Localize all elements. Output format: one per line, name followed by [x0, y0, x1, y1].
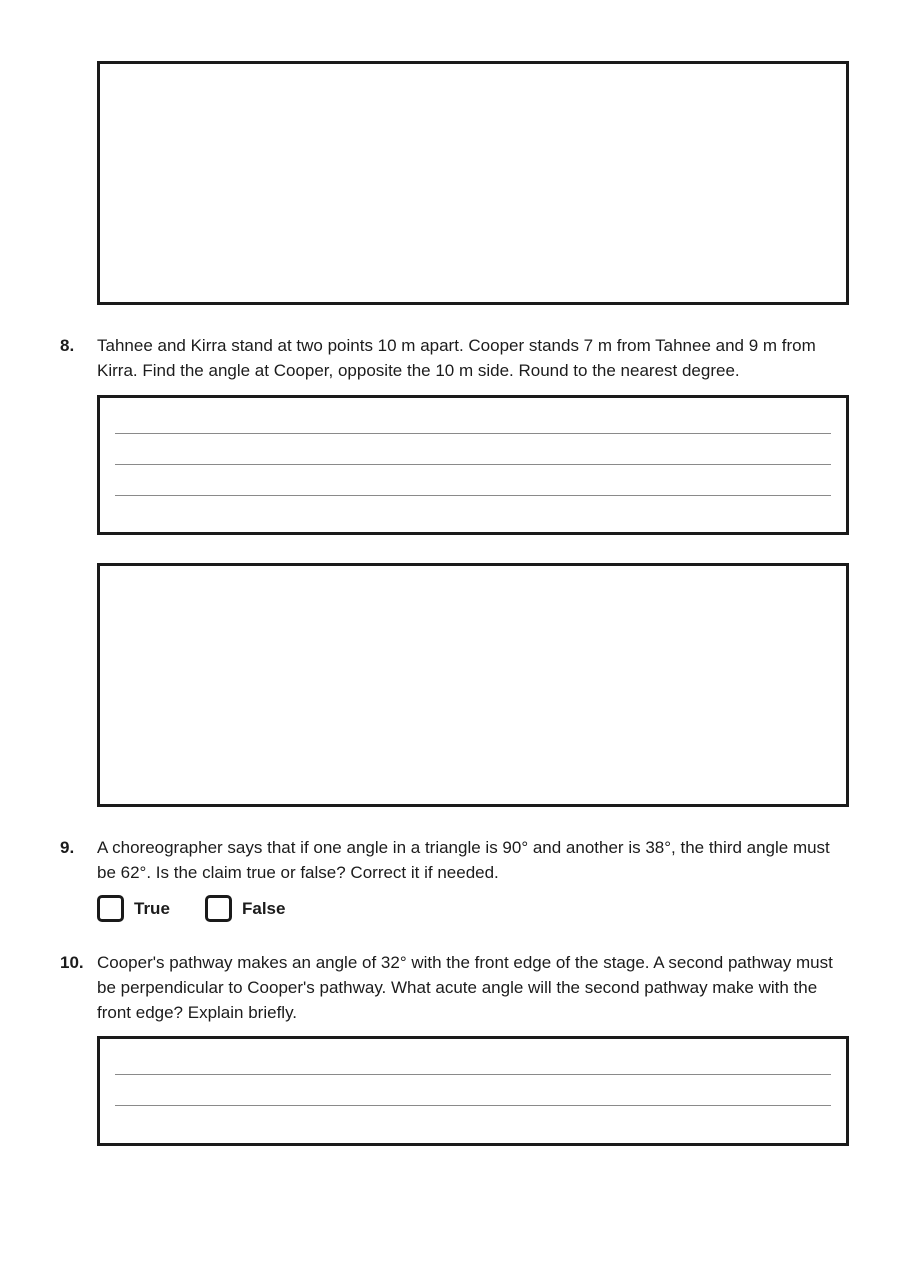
- answer-lines-box-q8[interactable]: [97, 395, 849, 535]
- question-10-text: Cooper's pathway makes an angle of 32° with the front edge of the stage. A second pathway must be perpendicular to Cooper's pathway. What acute angle will the second pathway make with the front edge? Explain briefly.: [97, 953, 833, 1022]
- option-true-label: True: [134, 898, 170, 918]
- option-false[interactable]: [205, 895, 285, 922]
- working-box-q8[interactable]: [97, 563, 849, 807]
- answer-line: [115, 464, 831, 465]
- answer-line: [115, 495, 831, 496]
- question-8-text: Tahnee and Kirra stand at two points 10 m apart. Cooper stands 7 m from Tahnee and 9 m from Kirra. Find the angle at Cooper, opposite the 10 m side. Round to the nearest degree.: [97, 336, 816, 380]
- true-checkbox[interactable]: [97, 895, 124, 922]
- option-true[interactable]: [97, 895, 170, 922]
- question-9-number: 9.: [60, 838, 75, 857]
- question-10-number: 10.: [60, 953, 84, 972]
- question-9-text: A choreographer says that if one angle in a triangle is 90° and another is 38°, the third angle must be 62°. Is the claim true or false? Correct it if needed.: [97, 838, 830, 882]
- false-checkbox[interactable]: [205, 895, 232, 922]
- option-false-label: False: [242, 898, 286, 918]
- answer-lines-box-q10[interactable]: [97, 1036, 849, 1146]
- answer-line: [115, 1074, 831, 1075]
- working-box-previous[interactable]: [97, 61, 849, 305]
- answer-line: [115, 433, 831, 434]
- question-8-number: 8.: [60, 336, 75, 355]
- answer-line: [115, 1105, 831, 1106]
